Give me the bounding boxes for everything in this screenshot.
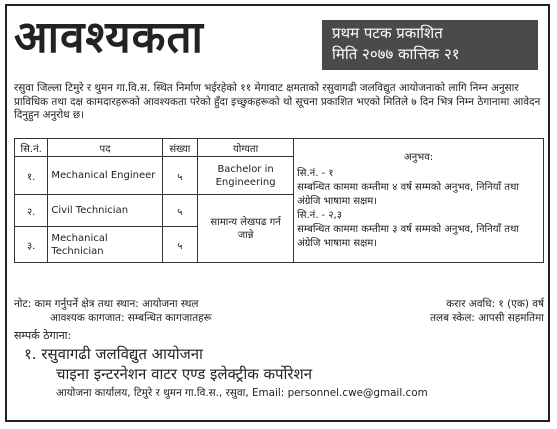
row-sn: २.: [15, 195, 48, 227]
row-post: Mechanical Engineer: [48, 157, 162, 195]
note-row-1: [14, 297, 544, 311]
vacancy-table: [14, 138, 544, 263]
row-qty: ५: [162, 157, 197, 195]
header-experience: अनुभव:: [403, 151, 434, 163]
intro-paragraph: रसुवा जिल्ला टिमुरे र थुमन गा.वि.स. स्थित निर्माण भईरहेको ११ मेगावाट क्षमताको रसुवागढी जलविद्युत आयोजनाको लागि निम्न अनुसार प्राविधिक तथा दक्ष कामदारहरूको आवश्यकता परेको हुँदा इच्छुकहरूको थो सूचना प्रकाशित भएको मितिले ७ दिन भित्र निम्न ठेगानामा आवेदन दिनुहुन अनुरोध छ।: [14, 82, 541, 121]
row-qty: ५: [162, 195, 197, 227]
table-header-row: [15, 139, 544, 157]
experience-label-1: सि.नं. - १: [297, 167, 334, 179]
contact-address: आयोजना कार्यालय, टिमुरे र थुमन गा.वि.स., रसुवा, Email: personnel.cwe@gmail.com: [56, 387, 428, 399]
row-qualification: Bachelor in Engineering: [198, 157, 294, 195]
note-location: नोट: काम गर्नुपर्ने क्षेत्र तथा स्थान: आयोजना स्थल: [14, 298, 199, 310]
note-salary: तलब स्केल: आपसी सहमतिमा: [430, 312, 544, 324]
contact-org-2: चाइना इन्टरनेशन वाटर एण्ड इलेक्ट्रीक कर्पोरेशन: [56, 365, 313, 383]
note-documents: आवश्यक कागजात: सम्बन्धित कागजातहरू: [50, 312, 212, 324]
row-sn: ३.: [15, 227, 48, 263]
contact-org-1: १. रसुवागढी जलविद्युत आयोजना: [24, 345, 203, 363]
header-sn: सि.नं.: [15, 139, 48, 157]
publication-badge: [322, 20, 538, 70]
experience-cell: [294, 139, 544, 263]
row-post: Mechanical Technician: [48, 227, 162, 263]
note-contract-period: करार अवधि: १ (एक) वर्ष: [446, 298, 544, 310]
header-post: पद: [48, 139, 162, 157]
badge-line-1: प्रथम पटक प्रकाशित: [332, 24, 443, 42]
header-qualification: योग्यता: [198, 139, 294, 157]
experience-label-2: सि.नं. - २,३: [297, 209, 342, 221]
row-sn: १.: [15, 157, 48, 195]
experience-text-1: सम्बन्धित काममा कम्तीमा ४ वर्ष सम्मको अनुभव, निनियाँ तथा अंग्रेजि भाषामा सक्षम।: [297, 181, 519, 207]
row-qualification: सामान्य लेखपढ गर्न जान्ने: [198, 195, 294, 263]
notes-section: [14, 297, 544, 325]
note-row-2: [14, 311, 544, 325]
badge-line-2: मिति २०७७ कात्तिक २१: [332, 45, 460, 63]
row-post: Civil Technician: [48, 195, 162, 227]
experience-text-2: सम्बन्धित काममा कम्तीमा ३ वर्ष सम्मको अनुभव, निनियाँ तथा अंग्रेजि भाषामा सक्षम।: [297, 223, 519, 249]
contact-label: सम्पर्क ठेगाना:: [14, 329, 72, 342]
notice-title: आवश्यकता: [14, 12, 204, 63]
header-qty: संख्या: [162, 139, 197, 157]
row-qty: ५: [162, 227, 197, 263]
